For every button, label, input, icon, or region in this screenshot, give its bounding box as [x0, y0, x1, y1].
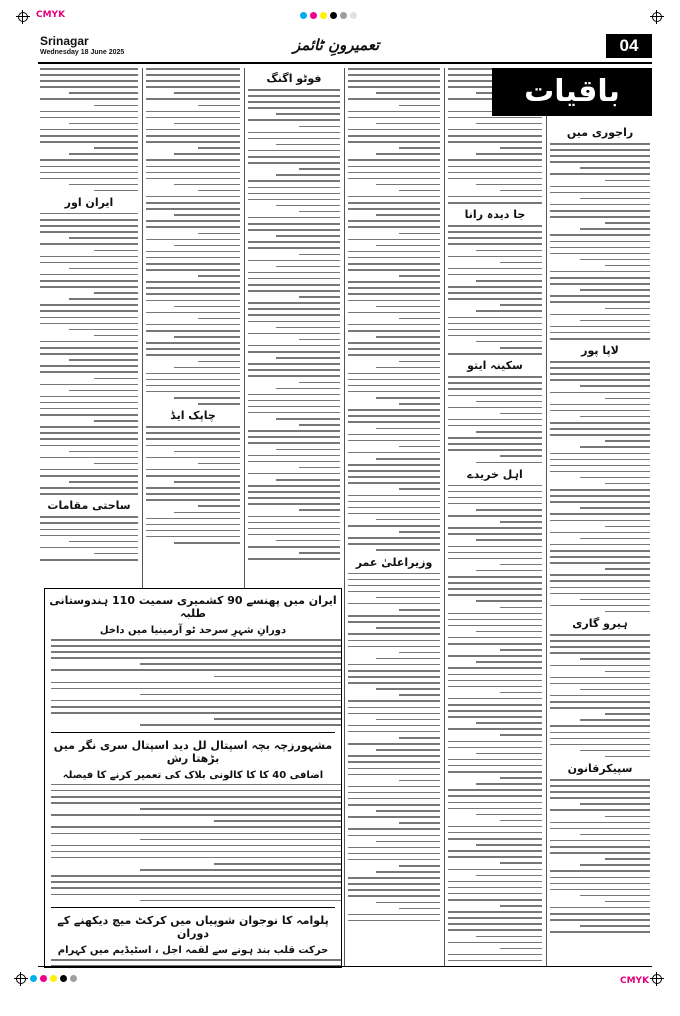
article-text: [348, 68, 440, 551]
article-text: [40, 516, 138, 560]
box-headline-1: ایران میں پھنسے 90 کشمیری سمیت 110 ہندوستانی طلبہ: [49, 594, 337, 620]
article-text: [146, 426, 240, 543]
article-column-4: [348, 68, 440, 964]
article-column-3: [248, 68, 340, 586]
article-text: [146, 68, 240, 405]
article-text: [45, 784, 342, 901]
article-text: [448, 376, 542, 463]
box-subheadline-2: اضافی 40 کا کا کالونی بلاک کی تعمیر کرنے کا فیصلہ: [62, 769, 324, 781]
article-text: [45, 639, 342, 726]
color-strip-bottom: [30, 975, 77, 982]
cmyk-label-bottom: CMYK: [620, 976, 650, 986]
article-text: [40, 213, 138, 495]
article-column-1: [40, 68, 138, 586]
column-rule: [142, 68, 143, 588]
registration-mark-top-right: [652, 12, 662, 22]
swatch-magenta: [40, 975, 47, 982]
article-column-5: [448, 68, 542, 964]
column-rule: [546, 68, 547, 966]
newspaper-page: [38, 32, 652, 967]
page-number: 04: [606, 34, 652, 58]
column-rule: [444, 68, 445, 966]
article-column-6: [550, 122, 650, 964]
swatch-yellow: [320, 12, 327, 19]
swatch-cyan: [300, 12, 307, 19]
box-subheadline-3: حرکت قلب بند ہونے سے لقمہ اجل ، اسٹیڈیم میں کہرام: [57, 945, 329, 957]
headline: فوٹو اگنگ: [266, 72, 322, 85]
column-rule: [244, 68, 245, 588]
page-header: [38, 32, 652, 64]
article-text: [40, 68, 138, 191]
headline: سکینہ ایتو: [467, 359, 523, 373]
swatch-grey: [340, 12, 347, 19]
article-text: [448, 485, 542, 964]
article-text: [550, 143, 650, 340]
swatch-light: [350, 12, 357, 19]
headline: سپیکرقانون: [567, 762, 633, 775]
swatch-black: [330, 12, 337, 19]
story-divider: [51, 907, 335, 908]
headline: چاپک ایڈ: [170, 409, 216, 423]
headline: اہل خریدے: [467, 467, 523, 481]
box-headline-3: پلوامہ کا نوجوان شوپیاں میں کرکٹ میچ دیکھنے کے دوران: [57, 914, 329, 941]
headline: ساحتی مقامات: [47, 499, 131, 513]
city-name: Srinagar: [40, 34, 89, 48]
swatch-yellow: [50, 975, 57, 982]
color-strip-top: [300, 12, 357, 19]
headline: راجوری میں: [566, 126, 634, 139]
masthead-logo: تعمیرونِ ٹائمز: [293, 36, 380, 54]
registration-mark-bottom-left: [16, 974, 26, 984]
swatch-black: [60, 975, 67, 982]
issue-date: Wednesday 18 June 2025: [40, 49, 125, 56]
column-rule: [344, 68, 345, 966]
story-divider: [51, 732, 335, 733]
cmyk-label-top: CMYK: [36, 10, 66, 20]
boxed-stories: [44, 588, 342, 968]
box-subheadline-1: دورانِ شہرِ سرحد ٹو آرمینیا میں داخل: [99, 625, 287, 636]
page-bottom-rule: [38, 966, 652, 967]
article-text: [550, 779, 650, 933]
article-text: [550, 361, 650, 612]
article-text: [448, 225, 542, 354]
registration-mark-bottom-right: [652, 974, 662, 984]
article-text: [348, 573, 440, 922]
headline: لاپا پور: [581, 344, 619, 358]
section-banner: باقیات: [492, 68, 652, 116]
article-text: [550, 634, 650, 757]
dateline: [40, 34, 124, 56]
headline: ہیرو گاری: [572, 617, 628, 631]
headline: وزیراعلیٰ عمر: [355, 555, 433, 569]
headline: جا دیدہ رانا: [464, 208, 526, 222]
swatch-grey: [70, 975, 77, 982]
headline: ایران اور: [64, 195, 114, 209]
article-text: [248, 89, 340, 560]
swatch-magenta: [310, 12, 317, 19]
registration-mark-top-left: [18, 12, 28, 22]
article-column-2: [146, 68, 240, 586]
box-headline-2: مشہورزچہ بچہ اسپتال لل دید اسپتال سری نگر میں بڑھتا رش: [53, 738, 333, 765]
swatch-cyan: [30, 975, 37, 982]
